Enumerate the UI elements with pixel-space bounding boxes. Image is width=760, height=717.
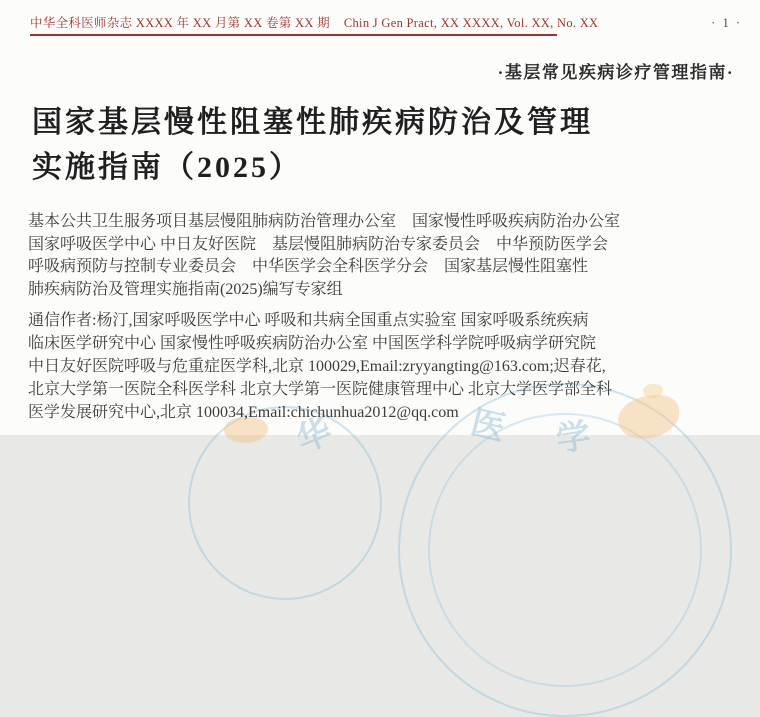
affiliation-line: 基本公共卫生服务项目基层慢阻肺病防治管理办公室 国家慢性呼吸疾病防治办公室 — [28, 213, 621, 230]
journal-citation — [30, 13, 598, 31]
affiliations-block — [28, 211, 620, 301]
journal-title-en: Chin J Gen Pract, XX XXXX, Vol. XX, No. XX — [343, 16, 599, 30]
header-rule — [30, 34, 557, 36]
page-number: · 1 · — [711, 16, 742, 30]
correspondence-line: 医学发展研究中心,北京 100034,Email:chichunhua2012@qq.com — [28, 404, 459, 421]
seal-circle-icon — [398, 383, 732, 717]
correspondence-block — [28, 309, 612, 424]
seal-glyph: 学 — [554, 417, 593, 460]
article-title — [32, 100, 593, 190]
running-head — [30, 13, 742, 31]
affiliation-line: 肺疾病防治及管理实施指南(2025)编写专家组 — [28, 280, 343, 298]
seal-emblem-icon — [614, 390, 683, 444]
journal-title-cn: 中华全科医师杂志 XXXX 年 XX 月第 XX 卷第 XX 期 — [30, 16, 330, 30]
seal-glyph: 华 — [291, 412, 338, 460]
seal-emblem-icon — [643, 384, 663, 398]
correspondence-line: 通信作者:杨汀,国家呼吸医学中心 呼吸和共病全国重点实验室 国家呼吸系统疾病 — [28, 312, 589, 329]
correspondence-line: 中日友好医院呼吸与危重症医学科,北京 100029,Email:zryyangting@163.com;迟春花, — [28, 358, 606, 375]
affiliation-line: 国家呼吸医学中心 中日友好医院 基层慢阻肺病防治专家委员会 中华预防医学会 — [28, 235, 609, 253]
seal-circle-icon — [188, 406, 382, 600]
section-label: ·基层常见疾病诊疗管理指南· — [497, 63, 734, 82]
seal-glyph: 医 — [467, 404, 510, 449]
article-title-line2: 实施指南（2025） — [32, 151, 302, 184]
article-title-line1: 国家基层慢性阻塞性肺疾病防治及管理 — [32, 106, 593, 139]
affiliation-line: 呼吸病预防与控制专业委员会 中华医学会全科医学分会 国家基层慢性阻塞性 — [28, 258, 589, 276]
seal-circle-icon — [428, 413, 702, 687]
correspondence-line: 临床医学研究中心 国家慢性呼吸疾病防治办公室 中国医学科学院呼吸病学研究院 — [28, 335, 597, 352]
correspondence-line: 北京大学第一医院全科医学科 北京大学第一医院健康管理中心 北京大学医学部全科 — [28, 381, 613, 398]
